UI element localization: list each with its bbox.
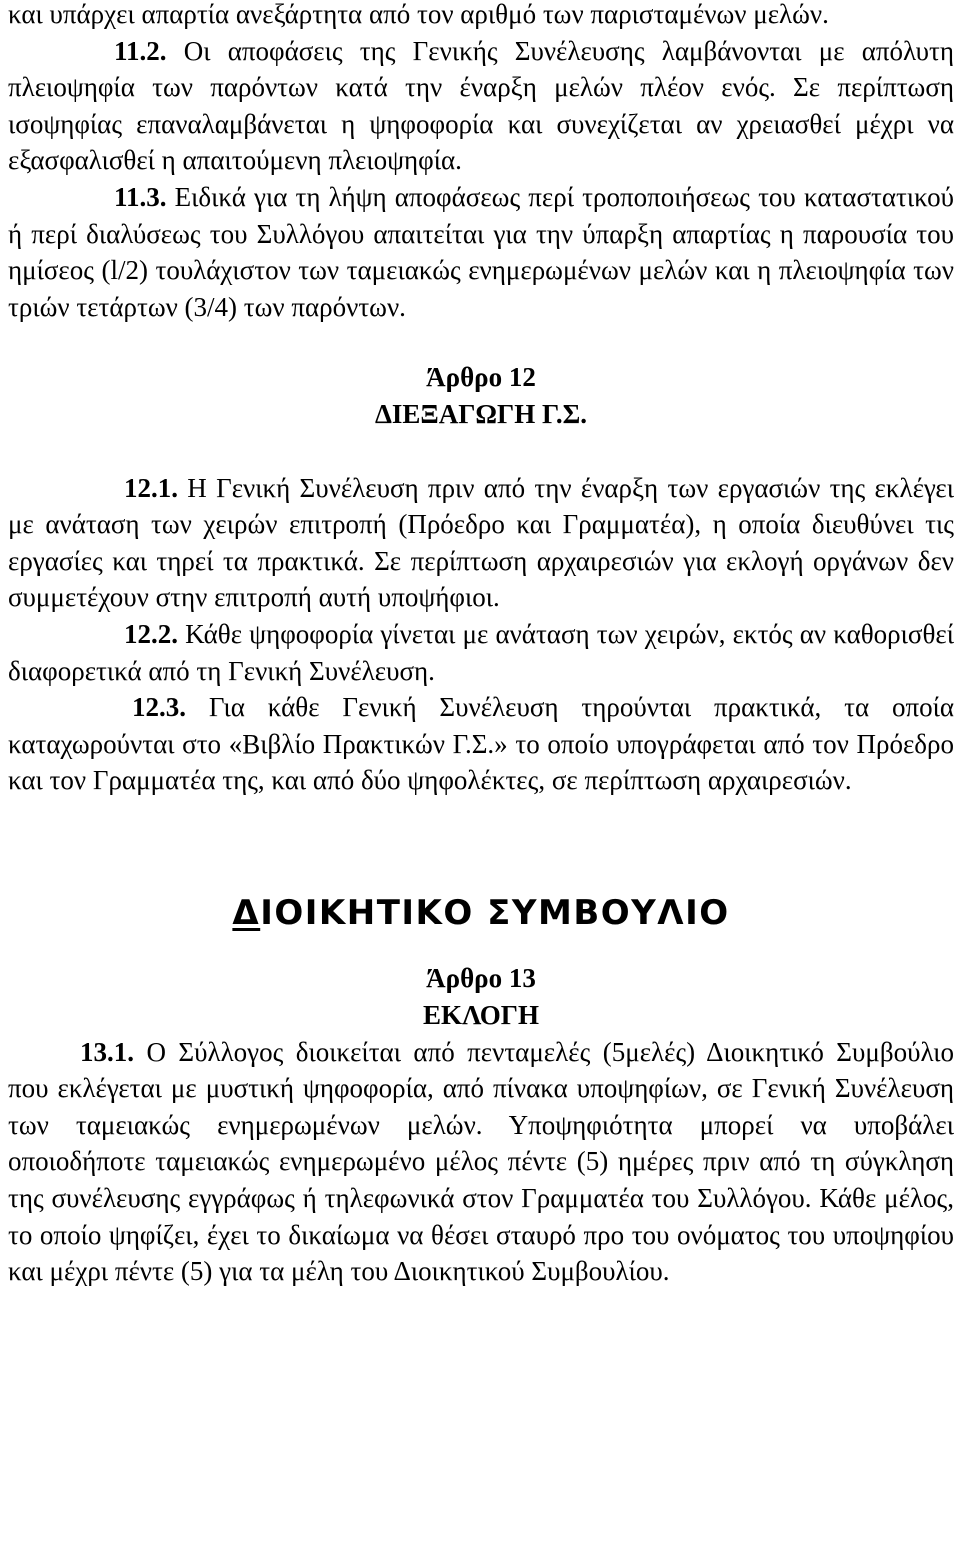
paragraph-12-2 — [8, 616, 954, 689]
paragraph-number: 12.2. — [124, 618, 178, 649]
paragraph-text: Για κάθε Γενική Συνέλευση τηρούνται πρακτικά, τα οποία καταχωρούνται στο «Βιβλίο Πρακτικών Γ.Σ.» το οποίο υπογράφεται από τον Πρόεδρο και τον Γραμματέα της, και από δύο ψηφολέκτες, σε περίπτωση αρχαιρεσιών. — [8, 692, 954, 796]
paragraph-continuation — [8, 0, 954, 33]
spacer — [8, 931, 954, 960]
article-13-subheading: ΕΚΛΟΓΗ — [423, 1000, 539, 1031]
section-title — [8, 892, 954, 933]
paragraph-number: 11.3. — [114, 181, 167, 212]
spacer — [8, 799, 954, 895]
document-page — [8, 0, 954, 1290]
spacer — [8, 433, 954, 470]
paragraph-13-1 — [8, 1034, 954, 1290]
article-13-heading: Άρθρο 13 — [426, 963, 536, 994]
paragraph-text: Ο Σύλλογος διοικείται από πενταμελές (5μελές) Διοικητικό Συμβούλιο που εκλέγεται με μυστική ψηφοφορία, από πίνακα υποψηφίων, σε Γενική Συνέλευση των ταμειακώς ενημερωμένων μελών. Υποψηφιότητα μπορεί να υποβάλει οποιοδήποτε ταμειακώς ενημερωμένο μέλος πέντε (5) ημέρες πριν από τη σύγκληση της συνέλευσης εγγράφως ή τηλεφωνικά στον Γραμματέα του Συλλόγου. Κάθε μέλος, το οποίο ψηφίζει, έχει το δικαίωμα να θέσει σταυρό προ του ονόματος του υποψηφίου και μέχρι πέντε (5) για τα μέλη του Διοικητικού Συμβουλίου. — [8, 1036, 954, 1287]
article-12-subheading: ΔΙΕΞΑΓΩΓΗ Γ.Σ. — [374, 398, 588, 429]
paragraph-number: 11.2. — [114, 35, 167, 66]
paragraph-11-3 — [8, 179, 954, 325]
paragraph-12-1 — [8, 470, 954, 616]
paragraph-text: Οι αποφάσεις της Γενικής Συνέλευσης λαμβάνονται με απόλυτη πλειοψηφία των παρόντων κατά την έναρξη μελών πλέον ενός. Σε περίπτωση ισοψηφίας επαναλαμβάνεται η ψηφοφορία και συνεχίζεται αν χρειασθεί μέχρι να εξασφαλισθεί η απαιτούμενη πλειοψηφία. — [8, 35, 954, 176]
paragraph-number: 12.3. — [132, 692, 186, 723]
section-title-first-letter: Δ — [232, 892, 261, 933]
paragraph-text: Ειδικά για τη λήψη αποφάσεως περί τροποποιήσεως του καταστατικού ή περί διαλύσεως του Συλλόγου απαιτείται για την ύπαρξη απαρτίας η παρουσία του ημίσεος (l/2) τουλάχιστον των ταμειακώς ενημερωμένων μελών και η πλειοψηφία των τριών τετάρτων (3/4) των παρόντων. — [8, 181, 954, 322]
paragraph-number: 12.1. — [124, 472, 178, 503]
paragraph-text: και υπάρχει απαρτία ανεξάρτητα από τον αριθμό των παρισταμένων μελών. — [8, 0, 829, 29]
paragraph-11-2 — [8, 33, 954, 179]
section-title-rest: ΙΟΙΚΗΤΙΚΟ ΣΥΜΒΟΥΛΙΟ — [260, 892, 730, 933]
spacer — [8, 325, 954, 359]
paragraph-12-3 — [8, 689, 954, 799]
paragraph-number: 13.1. — [80, 1036, 134, 1067]
paragraph-text: Η Γενική Συνέλευση πριν από την έναρξη των εργασιών της εκλέγει με ανάταση των χειρών επιτροπή (Πρόεδρο και Γραμματέα), η οποία διευθύνει τις εργασίες και τηρεί τα πρακτικά. Σε περίπτωση αρχαιρεσιών για εκλογή οργάνων δεν συμμετέχουν στην επιτροπή αυτή υποψήφιοι. — [8, 472, 954, 613]
article-12-heading: Άρθρο 12 — [426, 362, 536, 393]
paragraph-text: Κάθε ψηφοφορία γίνεται με ανάταση των χειρών, εκτός αν καθορισθεί διαφορετικά από τη Γενική Συνέλευση. — [8, 618, 954, 686]
